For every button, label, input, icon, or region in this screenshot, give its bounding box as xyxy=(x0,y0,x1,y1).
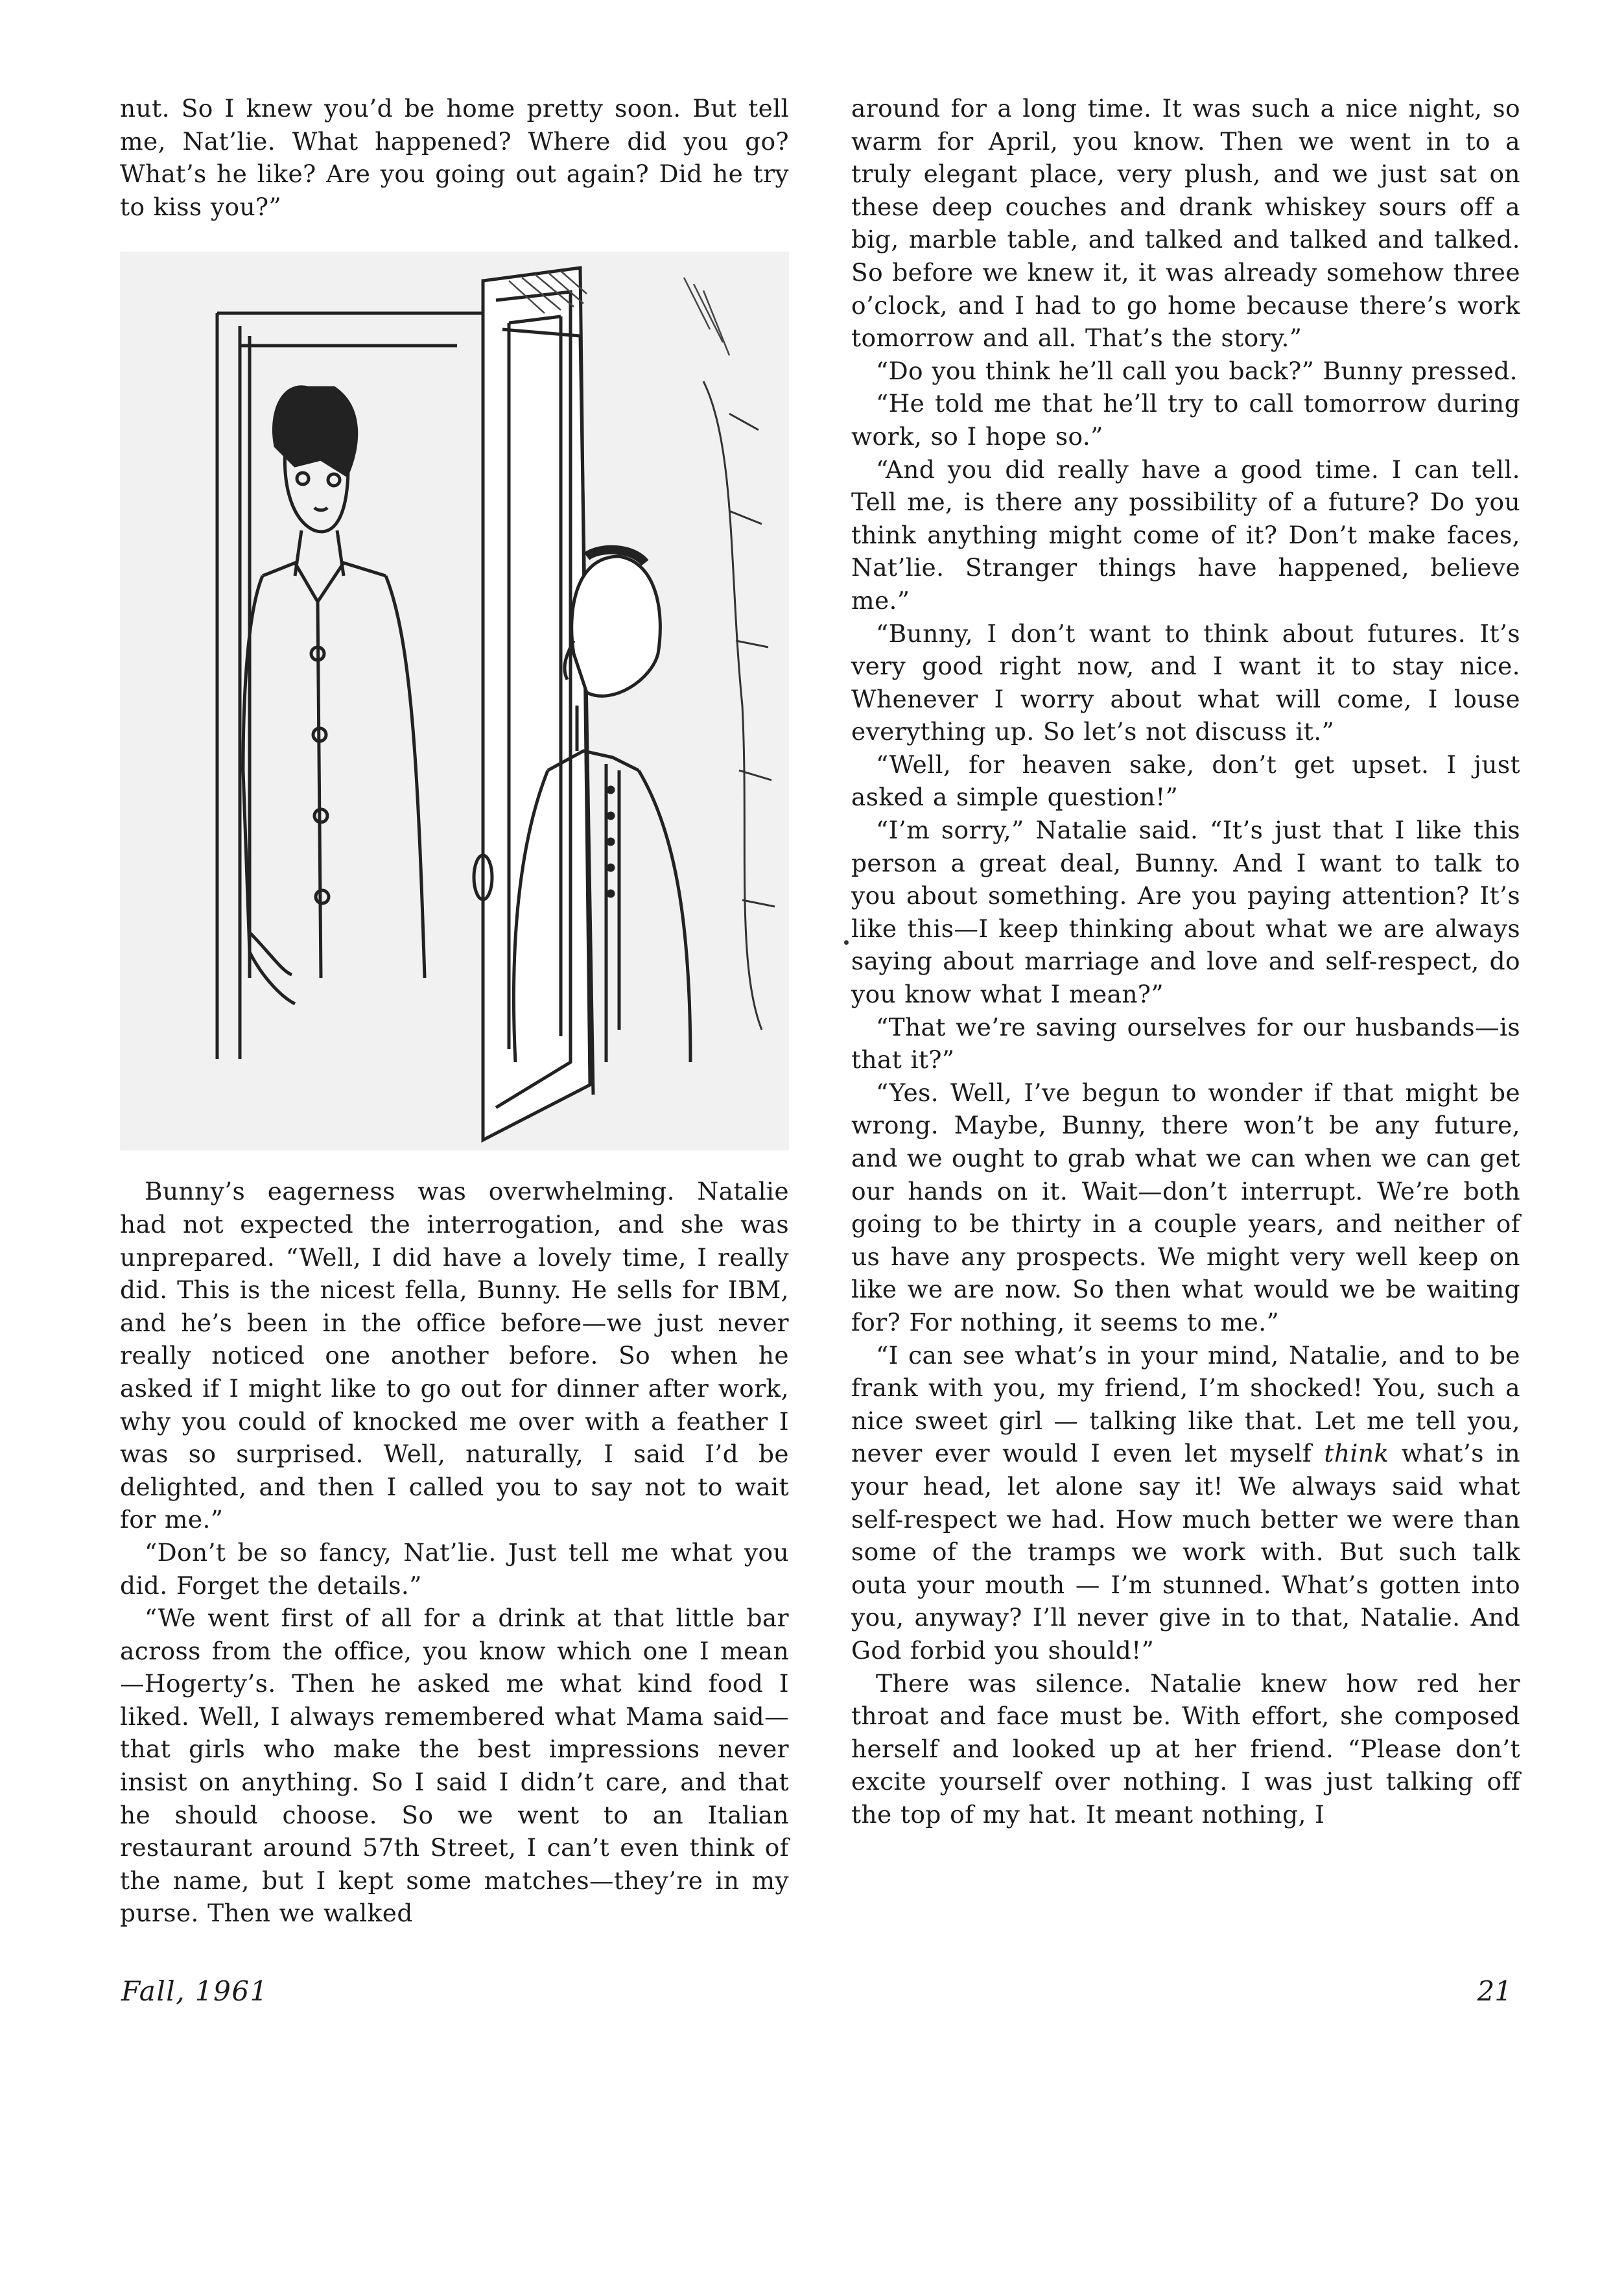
paragraph: “I’m sorry,” Natalie said. “It’s just that I like this person a great deal, Bunny. And I want to talk to you about something. Are you paying attention? It’s like this—I keep thinking about what we are always saying about marriage and love and self-respect, do you know what I mean?” xyxy=(851,816,1520,1009)
paragraph: “Do you think he’ll call you back?” Bunny pressed. xyxy=(876,356,1518,385)
paragraph: nut. So I knew you’d be home pretty soon. But tell me, Nat’lie. What happened? Where did you go? What’s he like? Are you going out again? Did he try to kiss you?” xyxy=(120,94,789,221)
paragraph: “He told me that he’ll try to call tomorrow during work, so I hope so.” xyxy=(851,389,1520,451)
ink-dot xyxy=(844,940,849,945)
page-number: 21 xyxy=(1477,1975,1512,2007)
right-column xyxy=(851,92,1520,1831)
issue-label: Fall, 1961 xyxy=(121,1975,268,2007)
paragraph: “Don’t be so fancy, Nat’lie. Just tell me what you did. Forget the details.” xyxy=(120,1538,789,1600)
paragraph: “Yes. Well, I’ve begun to wonder if that might be wrong. Maybe, Bunny, there won’t be any future, and we ought to grab what we can when we can get our hands on it. Wait—don’t interrupt. We’re both going to be thirty in a couple years, and neither of us have any prospects. We might very well keep on like we are now. So then what would we be waiting for? For nothing, it seems to me.” xyxy=(851,1078,1520,1336)
paragraph: Bunny’s eagerness was overwhelming. Natalie had not expected the interrogation, and she was unprepared. “Well, I did have a lovely time, I really did. This is the nicest fella, Bunny. He sells for IBM, and he’s been in the office before—we just never really noticed one another before. So when he asked if I might like to go out for dinner after work, why you could of knocked me over with a feather I was so surprised. Well, naturally, I said I’d be delighted, and then I called you to say not to wait for me.” xyxy=(120,1177,789,1534)
paragraph: “That we’re saving ourselves for our husbands—is that it?” xyxy=(851,1012,1520,1075)
text-run: “I can see what’s in your mind, Natalie, and to be frank with you, my friend, I’m shocked! You, such a nice sweet girl — talking like that. Let me tell you, never ever would I even let myself xyxy=(851,1340,1520,1468)
illustration-icon xyxy=(120,252,789,1150)
paragraph: “We went first of all for a drink at that little bar across from the office, you know which one I mean—Hogerty’s. Then he asked me what kind food I liked. Well, I always remembered what Mama said—that girls who make the best impressions never insist on anything. So I said I didn’t care, and that he should choose. So we went to an Italian restaurant around 57th Street, I can’t even think of the name, but I kept some matches—they’re in my purse. Then we walked xyxy=(120,1604,789,1928)
emphasis-text: think xyxy=(1324,1439,1389,1468)
paragraph xyxy=(851,1339,1520,1667)
text-run: what’s in your head, let alone say it! We always said what self-respect we had. How much better we were than some of the tramps we work with. But such talk outa your mouth — I’m stunned. What’s gotten into you, anyway? I’ll never give in to that, Natalie. And God forbid you should!” xyxy=(851,1439,1521,1665)
paragraph: around for a long time. It was such a nice night, so warm for April, you know. Then we went in to a truly elegant place, very plush, and we just sat on these deep couches and drank whiskey sours off a big, marble table, and talked and talked and talked. So before we knew it, it was already somehow three o’clock, and I had to go home because there’s work tomorrow and all. That’s the story.” xyxy=(851,94,1520,353)
paragraph: There was silence. Natalie knew how red her throat and face must be. With effort, she composed herself and looked up at her friend. “Please don’t excite yourself over nothing. I was just talking off the top of my hat. It meant nothing, I xyxy=(851,1668,1520,1829)
paragraph: “Well, for heaven sake, don’t get upset. I just asked a simple question!” xyxy=(851,750,1520,812)
paragraph: “And you did really have a good time. I can tell. Tell me, is there any possibility of a future? Do you think anything might come of it? Don’t make faces, Nat’lie. Stranger things have happened, believe me.” xyxy=(851,455,1520,615)
paragraph: “Bunny, I don’t want to think about futures. It’s very good right now, and I want it to stay nice. Whenever I worry about what will come, I louse everything up. So let’s not discuss it.” xyxy=(851,619,1520,746)
left-column xyxy=(120,92,789,1930)
